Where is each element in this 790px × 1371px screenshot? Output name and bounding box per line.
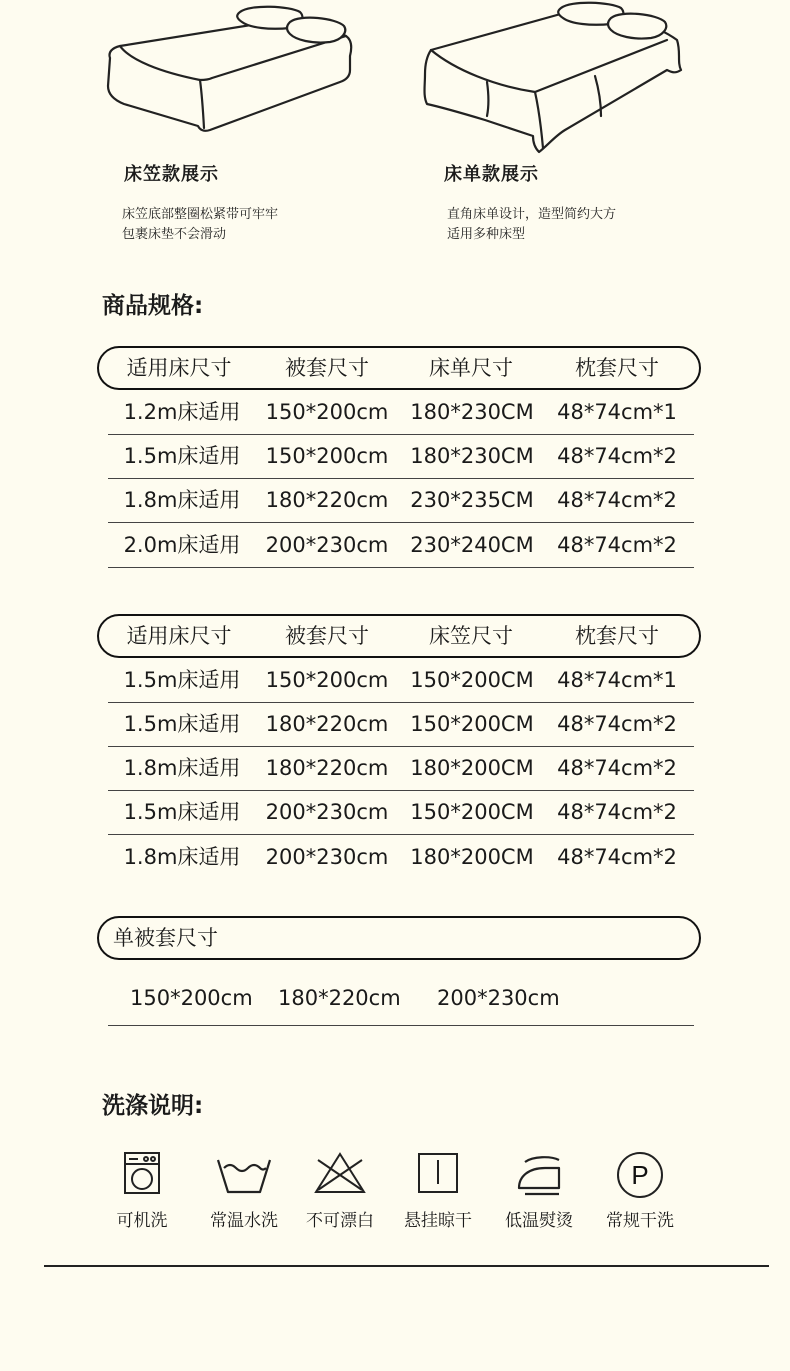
- table1-row: [108, 390, 694, 435]
- table-cell: 1.2m床适用: [123, 400, 241, 424]
- table-cell: 180*230CM: [410, 400, 534, 424]
- table1-row: [108, 523, 694, 568]
- table-cell: 1.5m床适用: [123, 444, 241, 468]
- quilt-size-item: 180*220cm: [278, 986, 401, 1010]
- table-cell: 150*200CM: [410, 668, 534, 692]
- table-cell: 1.5m床适用: [123, 712, 241, 736]
- table-cell: 230*240CM: [410, 533, 534, 557]
- table-cell: 1.8m床适用: [123, 756, 241, 780]
- table-cell: 2.0m床适用: [123, 533, 241, 557]
- warm-water-wash-icon: [214, 1150, 274, 1196]
- flat-sheet-title: 床单款展示: [444, 164, 539, 185]
- quilt-size-item: 200*230cm: [437, 986, 560, 1010]
- table1-row: [108, 478, 694, 523]
- flat-sheet-description: [447, 205, 616, 245]
- table-cell: 1.8m床适用: [123, 488, 241, 512]
- table1-row: [108, 434, 694, 479]
- wash-label: 悬挂晾干: [404, 1211, 472, 1231]
- flat-sheet-bed-illustration: [415, 0, 690, 160]
- table2-row: [108, 702, 694, 747]
- wash-label: 常规干洗: [606, 1211, 674, 1231]
- table-cell: 48*74cm*2: [557, 800, 677, 824]
- wash-label: 可机洗: [116, 1211, 168, 1231]
- wash-item-dry-clean: [592, 1150, 688, 1231]
- quilt-cover-header: [97, 916, 701, 960]
- table-cell: 200*230cm: [265, 845, 389, 869]
- table-cell: 150*200cm: [265, 668, 389, 692]
- flat-desc-line-2: 适用多种床型: [447, 227, 526, 242]
- table-cell: 48*74cm*2: [557, 756, 677, 780]
- fitted-sheet-bed-illustration: [100, 0, 360, 140]
- table1-header-bed-sheet: 床单尺寸: [429, 356, 513, 380]
- wash-item-no-bleach: [292, 1150, 388, 1231]
- table2-header-quilt-cover: 被套尺寸: [285, 624, 369, 648]
- table-cell: 1.5m床适用: [123, 668, 241, 692]
- table2-header-bed-size: 适用床尺寸: [126, 624, 232, 648]
- table-cell: 230*235CM: [410, 488, 534, 512]
- table-cell: 200*230cm: [265, 800, 389, 824]
- table1-header-bed-size: 适用床尺寸: [126, 356, 232, 380]
- table-cell: 150*200CM: [410, 712, 534, 736]
- low-iron-icon: [511, 1150, 567, 1196]
- wash-label: 低温熨烫: [505, 1211, 573, 1231]
- table-cell: 48*74cm*1: [557, 400, 677, 424]
- wash-section-title: 洗涤说明:: [102, 1093, 204, 1119]
- table2-row: [108, 658, 694, 703]
- fitted-desc-line-1: 床笠底部整圈松紧带可牢牢: [122, 207, 279, 222]
- table2-row: [108, 746, 694, 791]
- table1-header-quilt-cover: 被套尺寸: [285, 356, 369, 380]
- dry-clean-glyph: P: [631, 1160, 649, 1190]
- washing-machine-icon: [120, 1150, 164, 1196]
- dry-clean-icon: [615, 1150, 665, 1200]
- table2-row: [108, 835, 694, 879]
- table-cell: 48*74cm*2: [557, 533, 677, 557]
- table-cell: 180*200CM: [410, 756, 534, 780]
- fitted-sheet-description: [122, 205, 278, 245]
- table-cell: 200*230cm: [265, 533, 389, 557]
- wash-item-warm-water: [196, 1150, 292, 1231]
- table-cell: 150*200cm: [265, 444, 389, 468]
- table-cell: 48*74cm*2: [557, 712, 677, 736]
- wash-item-low-iron: [491, 1150, 587, 1231]
- table2-header-fitted-sheet: 床笠尺寸: [429, 624, 513, 648]
- table-cell: 180*200CM: [410, 845, 534, 869]
- table-cell: 48*74cm*2: [557, 845, 677, 869]
- table1-header: [97, 346, 701, 390]
- quilt-size-item: 150*200cm: [130, 986, 253, 1010]
- wash-item-hang-dry: [390, 1150, 486, 1231]
- fitted-desc-line-2: 包裹床垫不会滑动: [122, 227, 227, 242]
- wash-label: 不可漂白: [306, 1211, 374, 1231]
- divider: [108, 1025, 694, 1026]
- table2-row: [108, 790, 694, 835]
- wash-label: 常温水洗: [210, 1211, 278, 1231]
- table2-header: [97, 614, 701, 658]
- table-cell: 48*74cm*2: [557, 488, 677, 512]
- table-cell: 180*230CM: [410, 444, 534, 468]
- table-cell: 150*200CM: [410, 800, 534, 824]
- fitted-sheet-title: 床笠款展示: [124, 164, 219, 185]
- table-cell: 1.8m床适用: [123, 845, 241, 869]
- hang-dry-icon: [415, 1150, 461, 1196]
- table-cell: 48*74cm*2: [557, 444, 677, 468]
- table-cell: 48*74cm*1: [557, 668, 677, 692]
- table2-header-pillowcase: 枕套尺寸: [575, 624, 659, 648]
- specs-section-title: 商品规格:: [102, 293, 204, 319]
- table-cell: 180*220cm: [265, 756, 389, 780]
- wash-item-machine: [94, 1150, 190, 1231]
- table1-header-pillowcase: 枕套尺寸: [575, 356, 659, 380]
- table-cell: 1.5m床适用: [123, 800, 241, 824]
- quilt-cover-header-label: 单被套尺寸: [113, 926, 218, 950]
- table-cell: 180*220cm: [265, 712, 389, 736]
- bottom-divider: [44, 1265, 769, 1267]
- no-bleach-icon: [312, 1150, 368, 1196]
- flat-desc-line-1: 直角床单设计，造型简约大方: [447, 207, 617, 222]
- table-cell: 150*200cm: [265, 400, 389, 424]
- table-cell: 180*220cm: [265, 488, 389, 512]
